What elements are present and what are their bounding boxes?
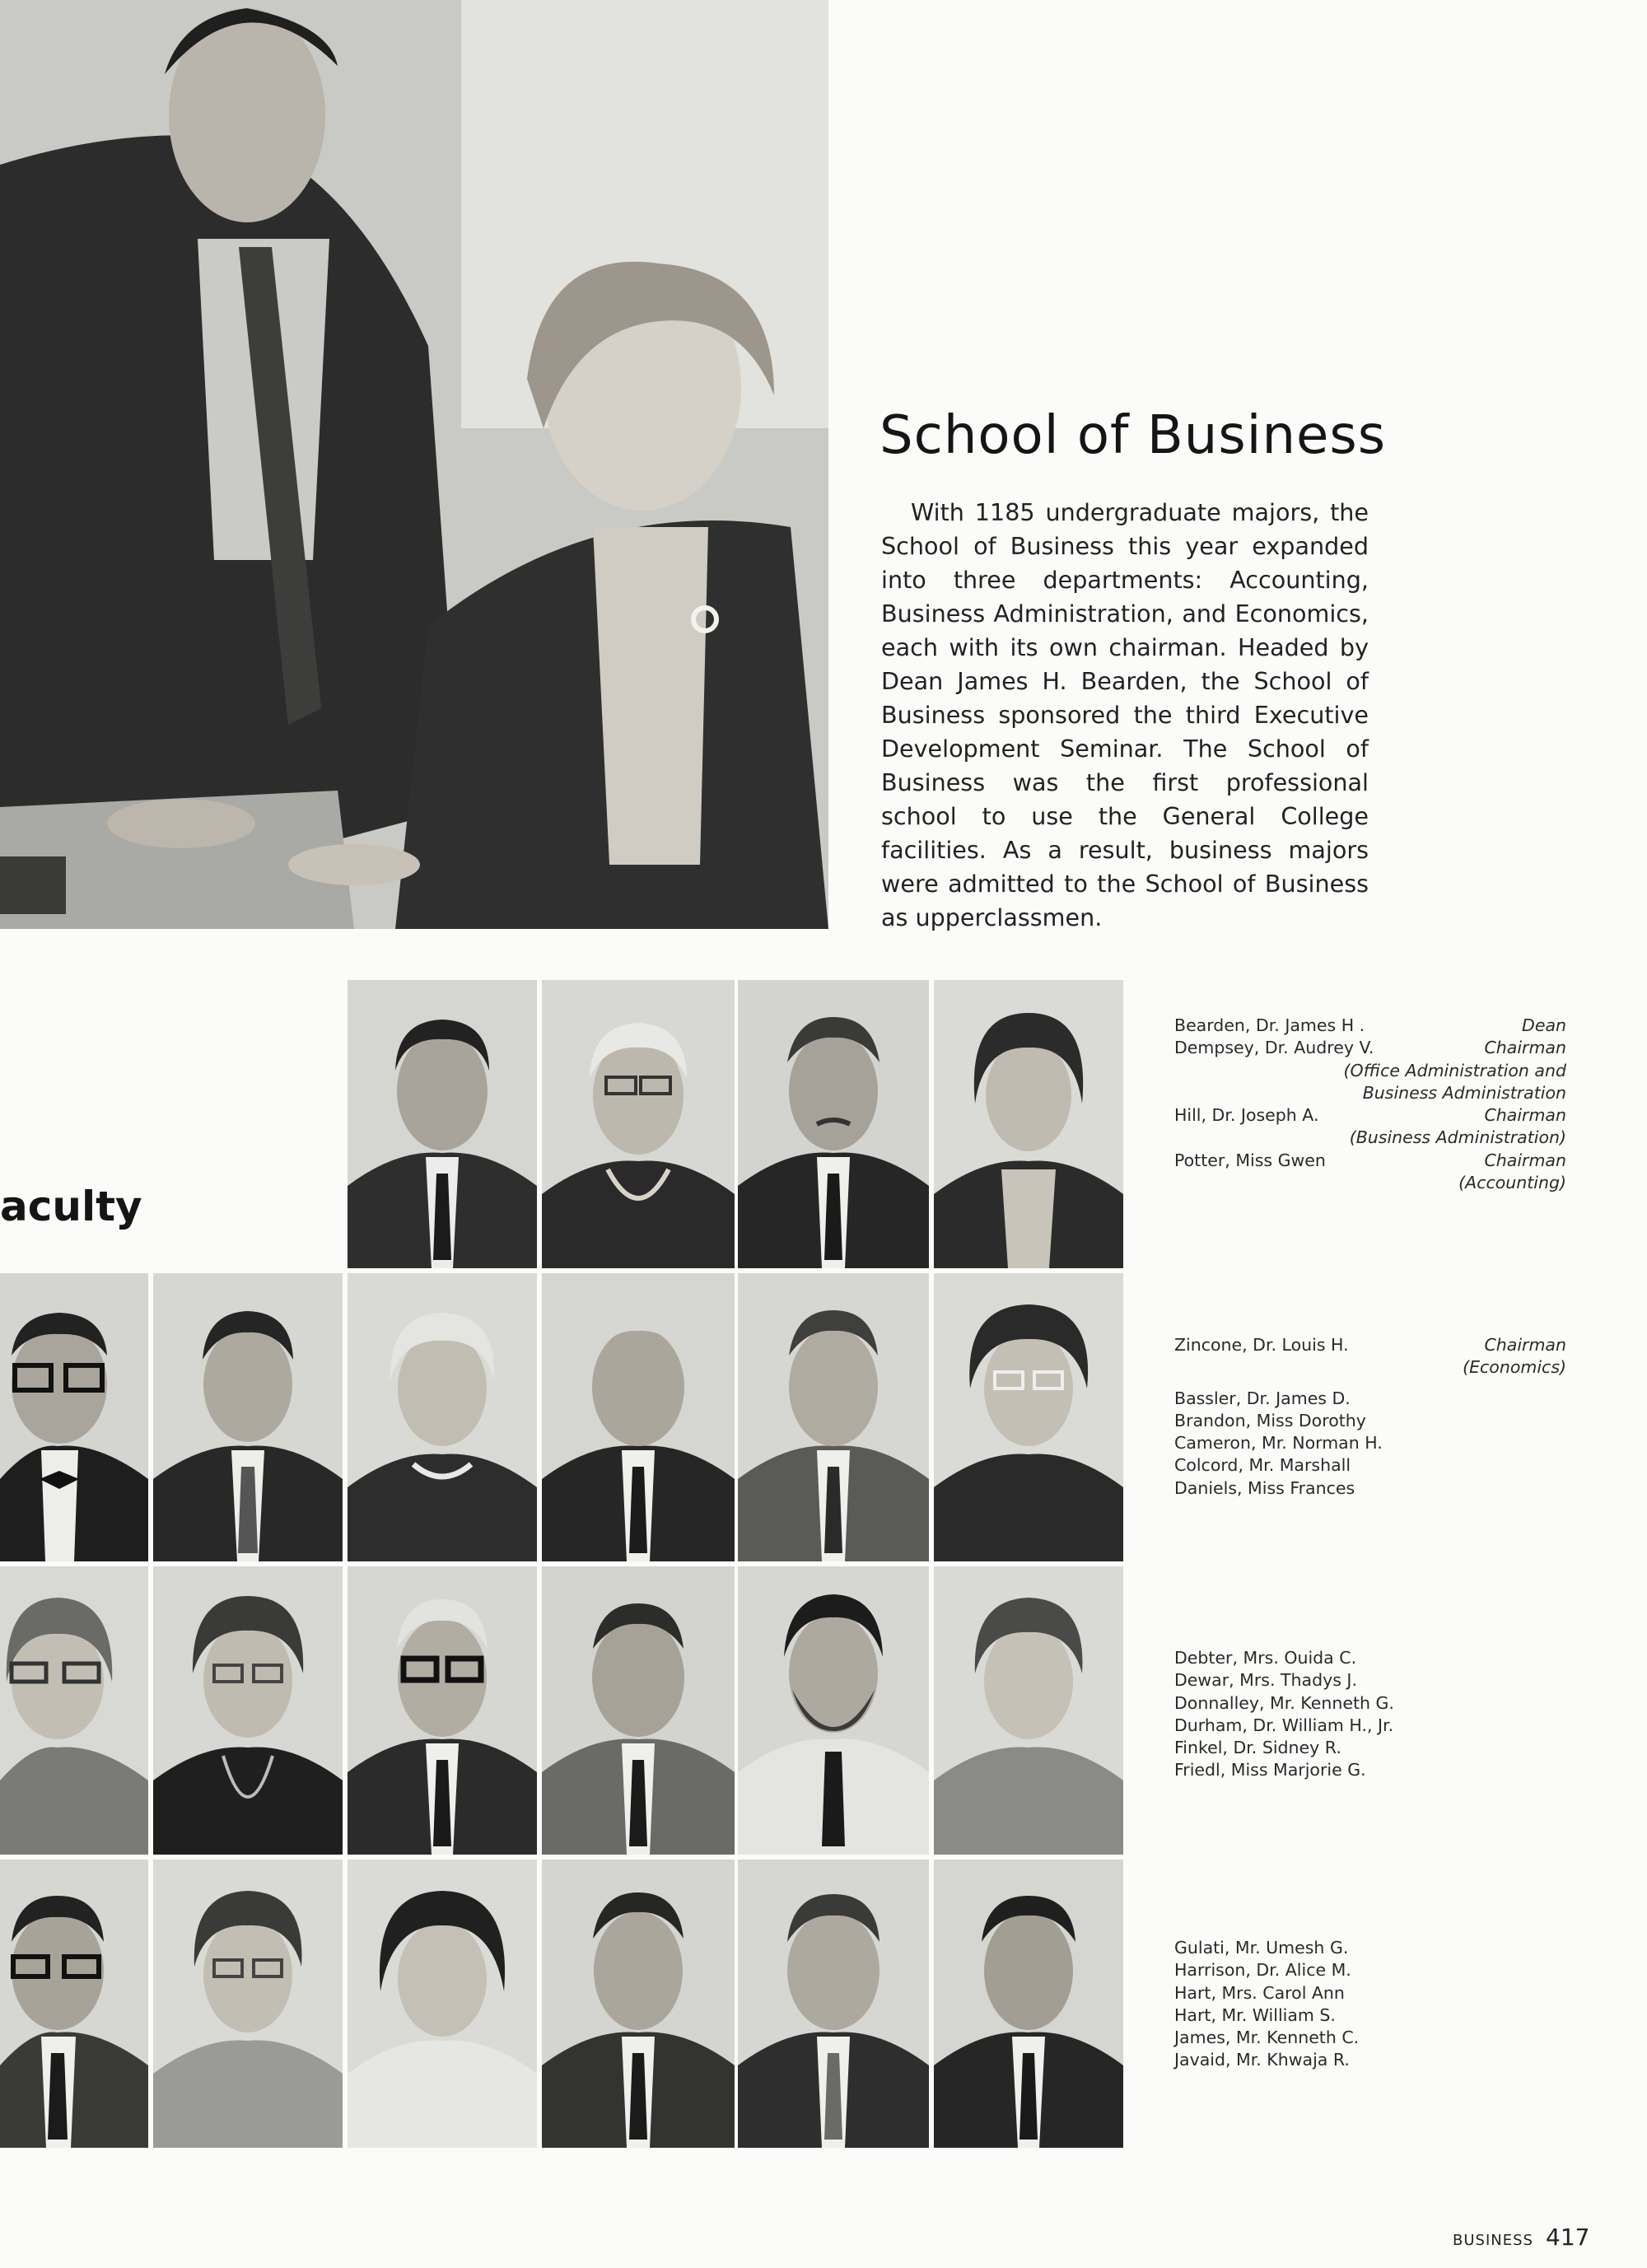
portrait: [738, 1860, 929, 2148]
faculty-department: (Economics): [1463, 1357, 1566, 1378]
faculty-department: Business Administration: [1362, 1082, 1566, 1103]
faculty-heading: aculty: [0, 1183, 142, 1230]
portrait: [348, 1860, 537, 2148]
portrait-illustration: [934, 980, 1123, 1268]
portrait-illustration: [348, 980, 537, 1268]
page-number: 417: [1546, 2224, 1590, 2251]
caption-line: [1174, 1037, 1566, 1059]
faculty-name: Dewar, Mrs. Thadys J.: [1174, 1670, 1357, 1691]
page-title: School of Business: [879, 405, 1387, 466]
caption-group-1: [1174, 1015, 1566, 1194]
portrait: [738, 980, 929, 1268]
portrait-illustration: [542, 1566, 735, 1855]
faculty-name: Hart, Mrs. Carol Ann: [1174, 1982, 1345, 2003]
portrait: [153, 1566, 343, 1855]
caption-group-4: [1174, 1937, 1566, 2072]
portrait: [542, 1860, 735, 2148]
portrait: [0, 1273, 148, 1561]
portrait-illustration: [153, 1860, 343, 2148]
faculty-name: Donnalley, Mr. Kenneth G.: [1174, 1692, 1394, 1713]
faculty-department: (Office Administration and: [1343, 1060, 1566, 1080]
portrait: [0, 1860, 148, 2148]
portrait-illustration: [0, 1273, 148, 1561]
caption-line: [1174, 1150, 1566, 1172]
portrait-illustration: [738, 1566, 929, 1855]
portrait-illustration: [542, 980, 735, 1268]
faculty-name: Friedl, Miss Marjorie G.: [1174, 1760, 1366, 1780]
faculty-name: Potter, Miss Gwen: [1174, 1150, 1326, 1170]
portrait-illustration: [542, 1860, 735, 2148]
portrait-illustration: [153, 1273, 343, 1561]
portrait-illustration: [934, 1273, 1123, 1561]
caption-group-2: [1174, 1334, 1566, 1500]
faculty-department: (Accounting): [1458, 1173, 1566, 1193]
page-footer: [1453, 2224, 1590, 2251]
faculty-name: Durham, Dr. William H., Jr.: [1174, 1715, 1394, 1735]
portrait: [348, 1273, 537, 1561]
faculty-name: James, Mr. Kenneth C.: [1174, 2028, 1360, 2048]
portrait: [153, 1860, 343, 2148]
portrait-illustration: [348, 1566, 537, 1855]
portrait-illustration: [738, 1860, 929, 2148]
portrait-illustration: [0, 1860, 148, 2148]
hero-photo: [0, 0, 828, 929]
portrait-illustration: [348, 1273, 537, 1561]
caption-line: [1174, 1104, 1566, 1127]
portrait: [542, 1273, 735, 1561]
faculty-role: Chairman: [1484, 1038, 1566, 1058]
portrait-illustration: [542, 1273, 735, 1561]
faculty-name: Brandon, Miss Dorothy: [1174, 1410, 1366, 1430]
caption-spacer: [1174, 1379, 1566, 1388]
faculty-name: Javaid, Mr. Khwaja R.: [1174, 2050, 1350, 2070]
portrait: [934, 1860, 1123, 2148]
faculty-name: Dempsey, Dr. Audrey V.: [1174, 1038, 1374, 1058]
intro-paragraph: With 1185 undergraduate majors, the School of Business this year expanded into three departments: Accounting, Business Administration, and Economics, each with its own chairman. Headed by Dean James H. Bearden, the School of Business sponsored the third Executive Development Seminar. The School of Business was the first professional school to use the General College facilities. As a result, business majors were admitted to the School of Business as upperclassmen.: [881, 498, 1369, 931]
portrait: [934, 1566, 1123, 1855]
faculty-name: Hill, Dr. Joseph A.: [1174, 1105, 1319, 1126]
portrait: [738, 1273, 929, 1561]
portrait: [542, 1566, 735, 1855]
faculty-name: Daniels, Miss Frances: [1174, 1477, 1355, 1498]
portrait: [542, 980, 735, 1268]
faculty-name: Cameron, Mr. Norman H.: [1174, 1433, 1383, 1454]
faculty-name: Hart, Mr. William S.: [1174, 2004, 1336, 2025]
portrait: [934, 1273, 1123, 1561]
portrait: [738, 1566, 929, 1855]
portrait: [0, 1566, 148, 1855]
portrait-illustration: [738, 980, 929, 1268]
faculty-name: Debter, Mrs. Ouida C.: [1174, 1648, 1357, 1668]
faculty-name: Zincone, Dr. Louis H.: [1174, 1335, 1349, 1355]
faculty-role: Chairman: [1484, 1105, 1566, 1126]
portrait: [348, 980, 537, 1268]
faculty-role: Chairman: [1484, 1150, 1566, 1170]
portrait-illustration: [153, 1566, 343, 1855]
hero-photo-illustration: [0, 0, 828, 929]
portrait-illustration: [934, 1860, 1123, 2148]
portrait: [153, 1273, 343, 1561]
faculty-name: Finkel, Dr. Sidney R.: [1174, 1738, 1341, 1758]
caption-line: [1174, 1334, 1566, 1356]
footer-section-label: BUSINESS: [1453, 2232, 1533, 2249]
portrait-illustration: [738, 1273, 929, 1561]
caption-line: [1174, 1015, 1566, 1037]
caption-group-3: [1174, 1647, 1566, 1782]
faculty-name: Gulati, Mr. Umesh G.: [1174, 1938, 1349, 1958]
portrait-illustration: [0, 1566, 148, 1855]
faculty-name: Bearden, Dr. James H .: [1174, 1015, 1365, 1035]
faculty-role: Chairman: [1484, 1335, 1566, 1355]
portrait: [348, 1566, 537, 1855]
portrait-illustration: [348, 1860, 537, 2148]
faculty-name: Harrison, Dr. Alice M.: [1174, 1960, 1351, 1981]
faculty-department: (Business Administration): [1349, 1127, 1566, 1148]
faculty-name: Colcord, Mr. Marshall: [1174, 1455, 1351, 1476]
faculty-role: Dean: [1522, 1015, 1566, 1035]
faculty-name: Bassler, Dr. James D.: [1174, 1388, 1351, 1408]
portrait-illustration: [934, 1566, 1123, 1855]
portrait: [934, 980, 1123, 1268]
